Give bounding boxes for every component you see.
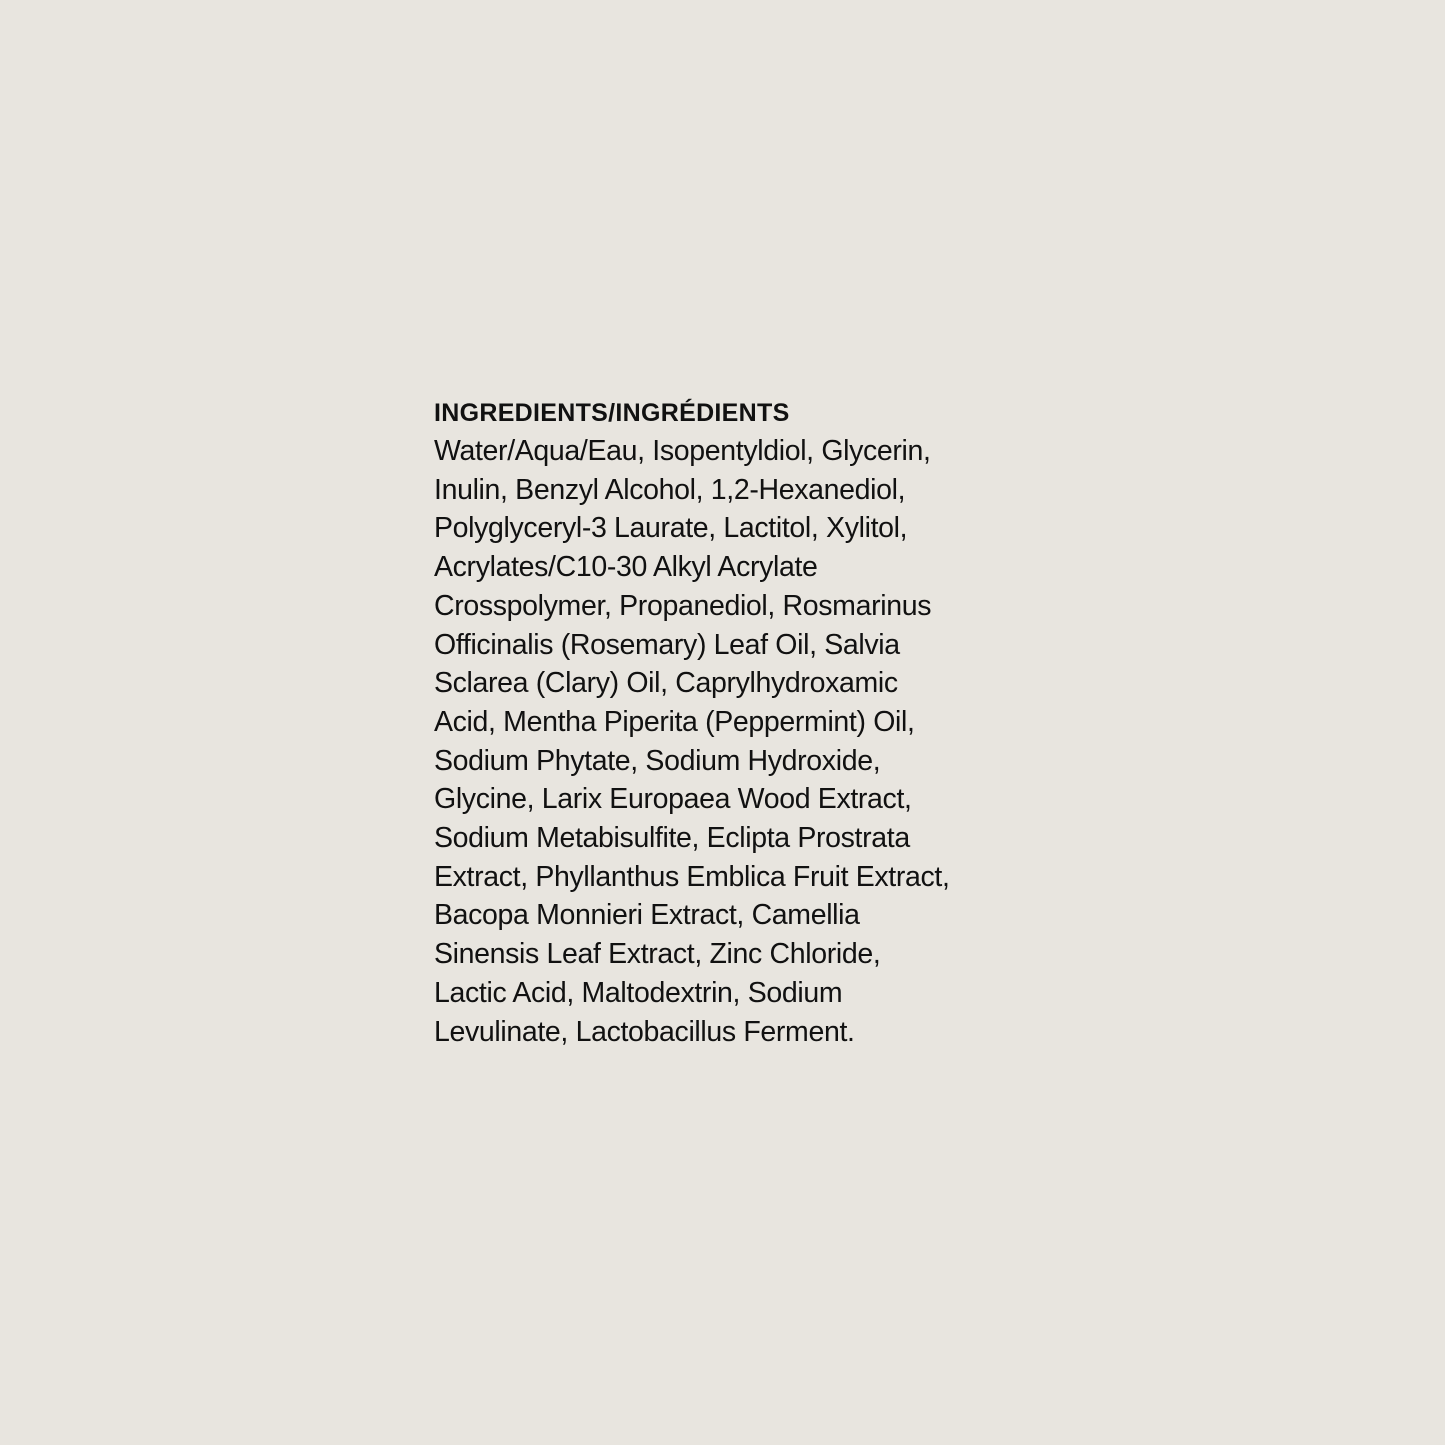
ingredients-line: Sodium Metabisulfite, Eclipta Prostrata xyxy=(434,822,910,855)
ingredients-line: Glycine, Larix Europaea Wood Extract, xyxy=(434,783,912,816)
ingredients-line: Acrylates/C10-30 Alkyl Acrylate xyxy=(434,551,818,584)
ingredients-line: Sinensis Leaf Extract, Zinc Chloride, xyxy=(434,938,881,971)
ingredients-list xyxy=(434,432,1054,1051)
ingredients-line: Inulin, Benzyl Alcohol, 1,2-Hexanediol, xyxy=(434,473,906,506)
ingredients-line: Water/Aqua/Eau, Isopentyldiol, Glycerin, xyxy=(434,435,931,467)
ingredients-line: Sclarea (Clary) Oil, Caprylhydroxamic xyxy=(434,667,898,700)
ingredients-line: Levulinate, Lactobacillus Ferment. xyxy=(434,1015,855,1048)
ingredients-heading: INGREDIENTS/INGRÉDIENTS xyxy=(434,399,790,427)
ingredients-line: Officinalis (Rosemary) Leaf Oil, Salvia xyxy=(434,628,900,661)
ingredients-line: Polyglyceryl-3 Laurate, Lactitol, Xylitol, xyxy=(434,512,908,545)
ingredients-line: Acid, Mentha Piperita (Peppermint) Oil, xyxy=(434,705,915,738)
ingredients-line: Bacopa Monnieri Extract, Camellia xyxy=(434,899,860,932)
ingredients-line: Crosspolymer, Propanediol, Rosmarinus xyxy=(434,589,932,622)
ingredients-line: Lactic Acid, Maltodextrin, Sodium xyxy=(434,976,843,1009)
ingredients-panel xyxy=(434,394,1054,1051)
ingredients-line: Extract, Phyllanthus Emblica Fruit Extract, xyxy=(434,860,950,893)
ingredients-line: Sodium Phytate, Sodium Hydroxide, xyxy=(434,744,881,777)
